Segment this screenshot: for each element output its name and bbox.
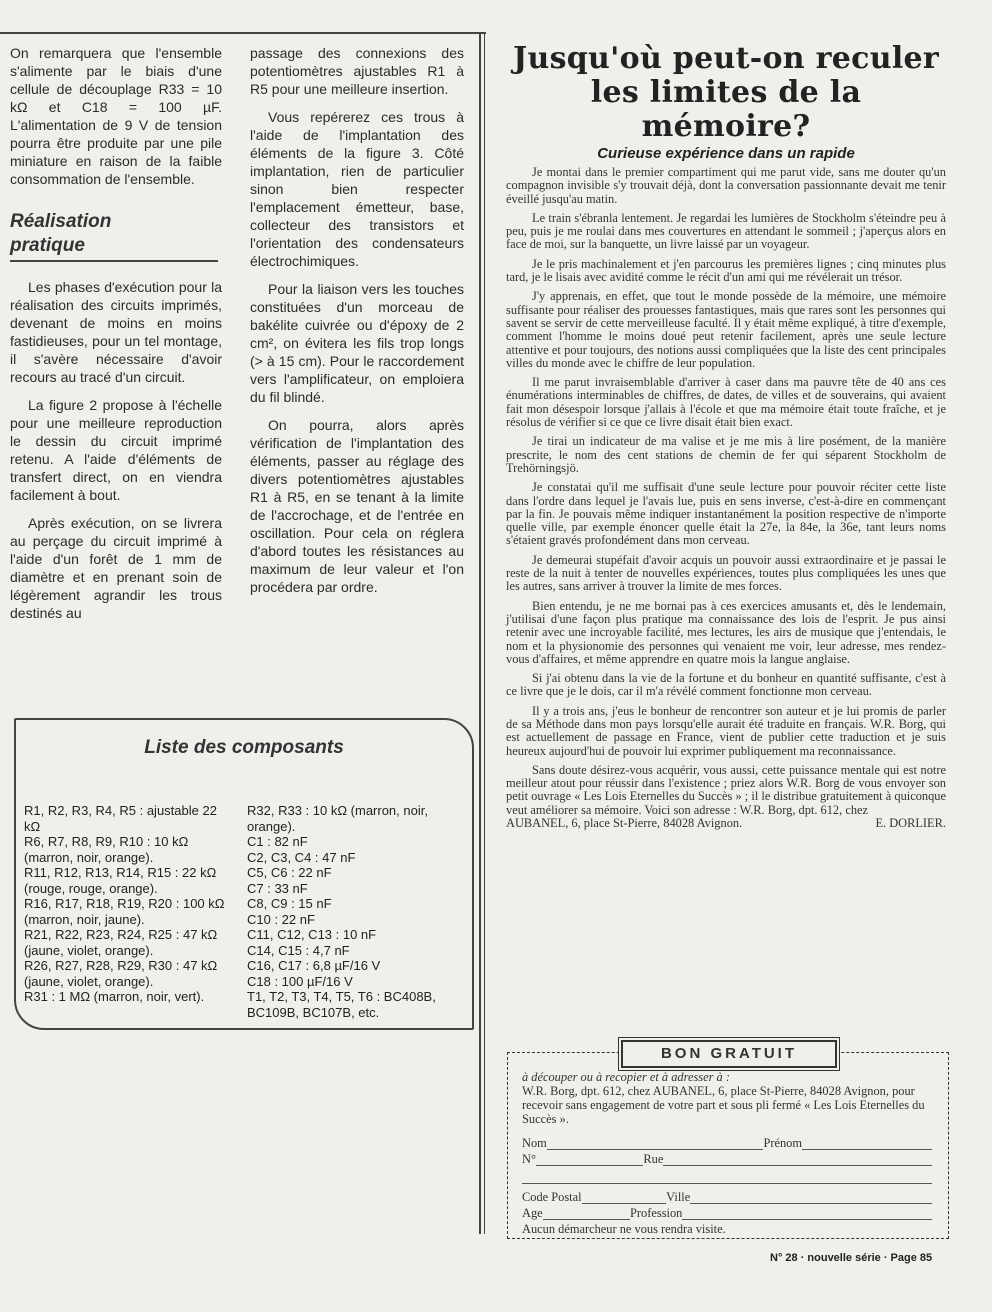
paragraph: Bien entendu, je ne me bornai pas à ces exercices amusants et, dès le lendemain, j'utilisai d'une façon plus pratique ma connaissance des lois de l'esprit. Je pus ainsi retenir avec une incroyable facilité, mes lectures, les airs de musique que j'entendais, le nom et la physionomie des personnes qui venaient me voir, leur adresse, mes rendez-vous d'affaires, et même apprendre en quatre mois la langue anglaise. bbox=[506, 598, 946, 666]
component-item: C1 : 82 nF bbox=[247, 834, 308, 849]
paragraph: Pour la liaison vers les touches constituées d'un morceau de bakélite cuivrée ou d'époxy de 2 cm², on évitera les fils trop longs (> à 15 cm). Pour le raccordement vers l'amplificateur, on emploiera du fil blindé. bbox=[250, 281, 464, 405]
article-headline bbox=[506, 42, 946, 144]
paragraph: Je demeurai stupéfait d'avoir acquis un pouvoir aussi extraordinaire et je passai le reste de la nuit à tenter de nouvelles expériences, toutes plus compliquées les unes que les autres, sans arriver à trouver la limite de mes forces. bbox=[506, 552, 946, 594]
component-item: R11, R12, R13, R14, R15 : 22 kΩ (rouge, rouge, orange). bbox=[24, 865, 217, 896]
article-column-1 bbox=[10, 44, 222, 632]
address-line: AUBANEL, 6, place St-Pierre, 84028 Avignon. bbox=[506, 816, 743, 831]
paragraph: Le train s'ébranla lentement. Je regardai les lumières de Stockholm s'éteindre peu à peu, puis je me roulai dans mes couvertures en attendant le sommeil ; j'aperçus alors en face de moi, sur la banquette, un livre laissé par un voyageur. bbox=[506, 210, 946, 252]
coupon-body bbox=[522, 1070, 932, 1236]
paragraph: La figure 2 propose à l'échelle pour une meilleure reproduction le dessin du circuit imprimé retenu. A l'aide d'éléments de transfert direct, on en viendra facilement à bout. bbox=[10, 397, 222, 503]
paragraph: Sans doute désirez-vous acquérir, vous aussi, cette puissance mentale qui est notre meilleur atout pour réussir dans l'existence ; priez alors W.R. Borg de vous envoyer son petit ouvrage « Les Lois Eternelles du Succès » ; il le distribue gratuitement à quiconque veut améliorer sa mémoire. Voici son adresse : W.R. Borg, dpt. 612, chez bbox=[506, 762, 946, 817]
rue-label: Rue bbox=[643, 1152, 664, 1166]
component-item: R1, R2, R3, R4, R5 : ajustable 22 kΩ bbox=[24, 803, 217, 834]
code-postal-label: Code Postal bbox=[522, 1190, 582, 1204]
coupon-address: W.R. Borg, dpt. 612, chez AUBANEL, 6, place St-Pierre, 84028 Avignon, pour recevoir sans engagement de votre part et sous pli fermé « Les Lois Eternelles du Succès ». bbox=[522, 1084, 925, 1126]
page-footer: N° 28 · nouvelle série · Page 85 bbox=[770, 1252, 933, 1264]
coupon-label: BON GRATUIT bbox=[621, 1040, 837, 1068]
nom-label: Nom bbox=[522, 1136, 547, 1150]
rue-field[interactable] bbox=[663, 1154, 932, 1166]
city-row bbox=[522, 1190, 932, 1204]
paragraph: Vous repérerez ces trous à l'aide de l'implantation des éléments de la figure 3. Côté implantation, rien de particulier sinon bien respecter l'emplacement émetteur, base, collecteur des transistors et l'orientation des condensateurs électrochimiques. bbox=[250, 109, 464, 269]
section-heading-line: pratique bbox=[10, 235, 85, 256]
coupon-intro: à découper ou à recopier et à adresser à : bbox=[522, 1070, 730, 1084]
section-heading bbox=[10, 210, 218, 262]
top-rule bbox=[0, 32, 486, 34]
author-name: E. DORLIER. bbox=[875, 816, 946, 831]
age-label: Age bbox=[522, 1206, 543, 1220]
article-column-2 bbox=[250, 44, 464, 606]
component-item: R26, R27, R28, R29, R30 : 47 kΩ (jaune, violet, orange). bbox=[24, 958, 218, 989]
paragraph: Il y a trois ans, j'eus le bonheur de rencontrer son auteur et je lui promis de parler de sa Méthode dans mon pays lorsqu'elle aurait été traduite en français. W.R. Borg, qui est actuellement de passage en France, vient de publier cette traduction et je suis heureux aujourd'hui de pouvoir lui exprimer publiquement ma reconnaissance. bbox=[506, 703, 946, 758]
component-item: C2, C3, C4 : 47 nF bbox=[247, 849, 356, 865]
address-extra-field[interactable] bbox=[522, 1172, 932, 1184]
no-field[interactable] bbox=[536, 1154, 643, 1166]
component-list-left bbox=[24, 803, 236, 1005]
component-item: C11, C12, C13 : 10 nF bbox=[247, 927, 377, 942]
paragraph: Après exécution, on se livrera au perçage du circuit imprimé à l'aide d'un forêt de 1 mm de diamètre et en prenant soin de légèrement agrandir les trous destinés au bbox=[10, 515, 222, 621]
blank-row bbox=[522, 1172, 932, 1184]
age-field[interactable] bbox=[543, 1208, 630, 1220]
paragraph: Je tirai un indicateur de ma valise et je me mis à lire posément, de la manière prescrite, le nom des cent stations de chemin de fer qui séparent Stockholm de Trehörningsjö. bbox=[506, 434, 946, 475]
paragraph: Je constatai qu'il me suffisait d'une seule lecture pour pouvoir réciter cette liste dans l'ordre dans lequel je l'avais lue, puis en sens inverse, c'est-à-dire en commençant par la fin. Je pouvais même indiquer instantanément la position respective de n'importe quelle ville, par exemple énoncer quelle était la 27e, la 84e, la 36e, tant leurs noms s'étaient gravés profondément dans mon cerveau. bbox=[506, 480, 946, 548]
memory-article bbox=[506, 42, 946, 830]
section-heading-line: Réalisation bbox=[10, 211, 112, 232]
component-item: C16, C17 : 6,8 µF/16 V bbox=[247, 958, 381, 973]
age-row bbox=[522, 1206, 932, 1220]
free-coupon bbox=[507, 1045, 949, 1239]
component-list-right bbox=[247, 803, 467, 1020]
headline-line: les limites de la mémoire? bbox=[590, 75, 862, 144]
ville-label: Ville bbox=[666, 1190, 691, 1204]
paragraph: Je le pris machinalement et j'en parcourus les premières lignes ; cinq minutes plus tard, je le lisais avec avidité comme le récit d'un ami qui me révélerait un trésor. bbox=[506, 256, 946, 285]
headline-line: Jusqu'où peut-on reculer bbox=[512, 41, 940, 76]
code-postal-field[interactable] bbox=[582, 1192, 667, 1204]
prenom-label: Prénom bbox=[763, 1136, 802, 1150]
component-item: C8, C9 : 15 nF bbox=[247, 896, 332, 911]
component-item: R16, R17, R18, R19, R20 : 100 kΩ (marron, noir, jaune). bbox=[24, 896, 225, 927]
nom-field[interactable] bbox=[547, 1138, 764, 1150]
paragraph: Je montai dans le premier compartiment qui me parut vide, sans me douter qu'un compagnon invisible s'y trouvait déjà, dont la conversation passionnante devait me tenir éveillé jusqu'au matin. bbox=[506, 165, 946, 206]
prenom-field[interactable] bbox=[802, 1138, 932, 1150]
paragraph: Les phases d'exécution pour la réalisation des circuits imprimés, devenant de moins en moins fastidieuses, pour un tel montage, il s'avère nécessaire d'avoir recours au tracé d'un circuit. bbox=[10, 279, 222, 385]
paragraph: On remarquera que l'ensemble s'alimente par le biais d'une cellule de découplage R33 = 10 kΩ et C18 = 100 µF. L'alimentation de 9 V de tension pourra être produite par une pile miniature en raison de la faible consommation de l'ensemble. bbox=[10, 45, 222, 187]
component-item: R32, R33 : 10 kΩ (marron, noir, orange). bbox=[247, 803, 428, 834]
name-row bbox=[522, 1136, 932, 1150]
paragraph: Il me parut invraisemblable d'arriver à caser dans ma pauvre tête de 40 ans ces énumérations interminables de chiffres, de dates, de villes et de souverains, qui avaient fait mon désespoir lorsque j'allais à l'école et que ma mémoire était toute fraîche, et je résolus de vérifier si ce que ce livre disait était bien exact. bbox=[506, 375, 946, 430]
component-item: R31 : 1 MΩ (marron, noir, vert). bbox=[24, 989, 205, 1004]
profession-label: Profession bbox=[630, 1206, 683, 1220]
address-row bbox=[522, 1152, 932, 1166]
component-item: C7 : 33 nF bbox=[247, 880, 308, 896]
column-divider bbox=[479, 34, 481, 1234]
component-list-title: Liste des composants bbox=[144, 737, 344, 758]
paragraph: J'y apprenais, en effet, que tout le monde possède de la mémoire, une mémoire suffisante pour réaliser des prouesses fantastiques, mais que rares sont les personnes qui savent se servir de cette merveilleuse faculté. Il y était même expliqué, à titre d'exemple, comment l'homme le moins doué peut retenir facilement, après une seule lecture attentive et pour toujours, des notions aussi compliquées que la liste des cent principales villes du monde avec le chiffre de leur population. bbox=[506, 289, 946, 370]
component-list-box bbox=[14, 718, 474, 1030]
article-subheading: Curieuse expérience dans un rapide bbox=[597, 145, 855, 162]
column-divider bbox=[484, 34, 485, 1234]
component-item: T1, T2, T3, T4, T5, T6 : BC408B, BC109B, BC107B, etc. bbox=[247, 989, 436, 1020]
paragraph: Si j'ai obtenu dans la vie de la fortune et du bonheur en quantité suffisante, c'est à ce livre que je le dois, car il m'a révélé comment fonctionne mon cerveau. bbox=[506, 671, 946, 699]
coupon-notice: Aucun démarcheur ne vous rendra visite. bbox=[522, 1222, 726, 1236]
component-item: C14, C15 : 4,7 nF bbox=[247, 942, 350, 958]
component-item: C5, C6 : 22 nF bbox=[247, 865, 332, 880]
ville-field[interactable] bbox=[690, 1192, 932, 1204]
component-item: C10 : 22 nF bbox=[247, 911, 315, 927]
component-item: R21, R22, R23, R24, R25 : 47 kΩ (jaune, violet, orange). bbox=[24, 927, 218, 958]
component-item: C18 : 100 µF/16 V bbox=[247, 973, 353, 989]
article-signature bbox=[506, 817, 946, 830]
no-label: N° bbox=[522, 1152, 536, 1166]
profession-field[interactable] bbox=[682, 1208, 932, 1220]
component-item: R6, R7, R8, R9, R10 : 10 kΩ (marron, noir, orange). bbox=[24, 834, 189, 865]
paragraph: passage des connexions des potentiomètres ajustables R1 à R5 pour une meilleure insertion. bbox=[250, 45, 464, 97]
paragraph: On pourra, alors après vérification de l'implantation des éléments, passer au réglage des divers potentiomètres ajustables R1 à R5, en se tenant à la limite de l'accrochage, et de l'entrée en oscillation. Pour cela on réglera d'abord toutes les résistances au maximum de leur valeur et l'on procédera par ordre. bbox=[250, 417, 464, 595]
